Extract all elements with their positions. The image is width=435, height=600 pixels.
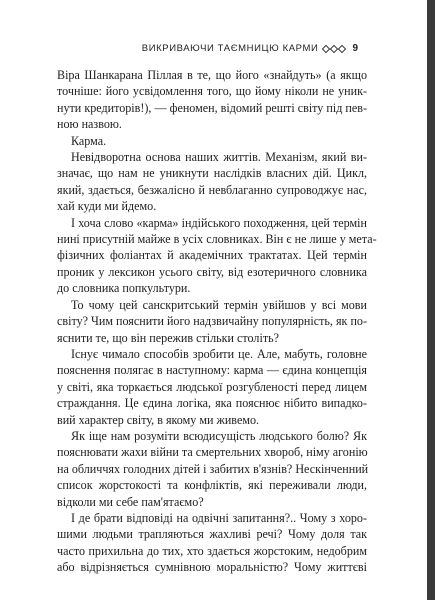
page-number: 9 — [352, 43, 358, 54]
diamond-icon — [338, 44, 346, 52]
text-line: Невідворотна основа наших життів. Механізм, який ви- — [71, 150, 367, 165]
text-line: у світі, яка торкається людської розгубленості перед лицем — [57, 379, 367, 394]
paragraph — [57, 428, 367, 510]
paragraph — [57, 133, 367, 149]
text-line: То чому цей санскритський термін увійшов у всі мови — [71, 297, 367, 312]
diamond-ornament-icon — [323, 46, 345, 52]
text-line: або відрізняється сумнівною моральністю? Чому життєві — [57, 560, 367, 575]
text-line: світу? Чим пояснити його надзвичайну популярність, як по- — [57, 314, 367, 329]
text-line: ною назвою. — [57, 117, 122, 132]
paragraph — [57, 215, 377, 297]
text-line: проник у лексикон усього світу, від езотеричного словника — [57, 264, 367, 279]
text-line: пояснювати жахи війни та смертельних хвороб, німу агонію — [57, 445, 368, 460]
text-line: шими людьми трапляються жахливі речі? Чому доля так — [57, 527, 367, 542]
text-line: Віра Шанкарана Піллая в те, що його «знайдуть» (а якщо — [57, 68, 367, 82]
text-line: відколи ми себе пам'ятаємо? — [57, 494, 204, 509]
text-line: Існує чимало способів зробити це. Але, мабуть, головне — [71, 346, 367, 361]
text-line: яснити те, що він пережив стільки століть? — [57, 330, 279, 345]
text-line: Карма. — [71, 133, 107, 148]
text-line: який, здається, безжалісно й невблаганно супроводжує нас, — [57, 182, 367, 197]
text-line: Як іще нам розуміти всюдисущість людського болю? Як — [71, 428, 367, 443]
paragraph — [57, 346, 367, 428]
text-line: значає, що нам не уникнути наслідків власних дій. Цикл, — [57, 166, 367, 181]
text-line: до словника попкультури. — [57, 281, 191, 296]
text-line: точніше: його усвідомлення того, що йому ніколи не уник- — [57, 84, 367, 99]
running-title: ВИКРИВАЮЧИ ТАЄМНИЦЮ КАРМИ — [141, 43, 319, 54]
text-line: хай куди ми йдемо. — [57, 199, 157, 214]
text-line: вий характер світу, в якому ми живемо. — [57, 412, 260, 427]
text-line: фізичних фоліантах й академічних трактатах. Цей термін — [57, 248, 367, 263]
text-line: І де брати відповіді на одвічні запитання?.. Чому з хоро- — [71, 510, 367, 525]
paragraph — [57, 510, 367, 576]
text-line: нині присутній майже в усіх словниках. Він є не лише у мета- — [57, 232, 377, 247]
text-line: на обличчях голодних дітей і забитих в'язнів? Нескінченний — [57, 461, 369, 476]
body-text — [57, 67, 377, 576]
page-edge-bar — [427, 0, 435, 600]
running-header — [142, 43, 358, 54]
text-line: часто прихильна до тих, хто здається жорстоким, недобрим — [57, 543, 367, 558]
text-line: список жорстокості та конфліктів, які переживали люди, — [57, 478, 367, 493]
text-line: нути кредиторів!), — феномен, відомий решті світу під пев- — [57, 100, 367, 115]
text-line: страждання. Це єдина логіка, яка пояснює нібито випадко- — [57, 396, 367, 411]
text-line: пояснення полягає в наступному: карма — єдина концепція — [57, 363, 367, 378]
text-line: І хоча слово «карма» індійського походження, цей термін — [71, 215, 367, 230]
paragraph — [57, 67, 367, 133]
paragraph — [57, 297, 367, 346]
paragraph — [57, 149, 367, 215]
